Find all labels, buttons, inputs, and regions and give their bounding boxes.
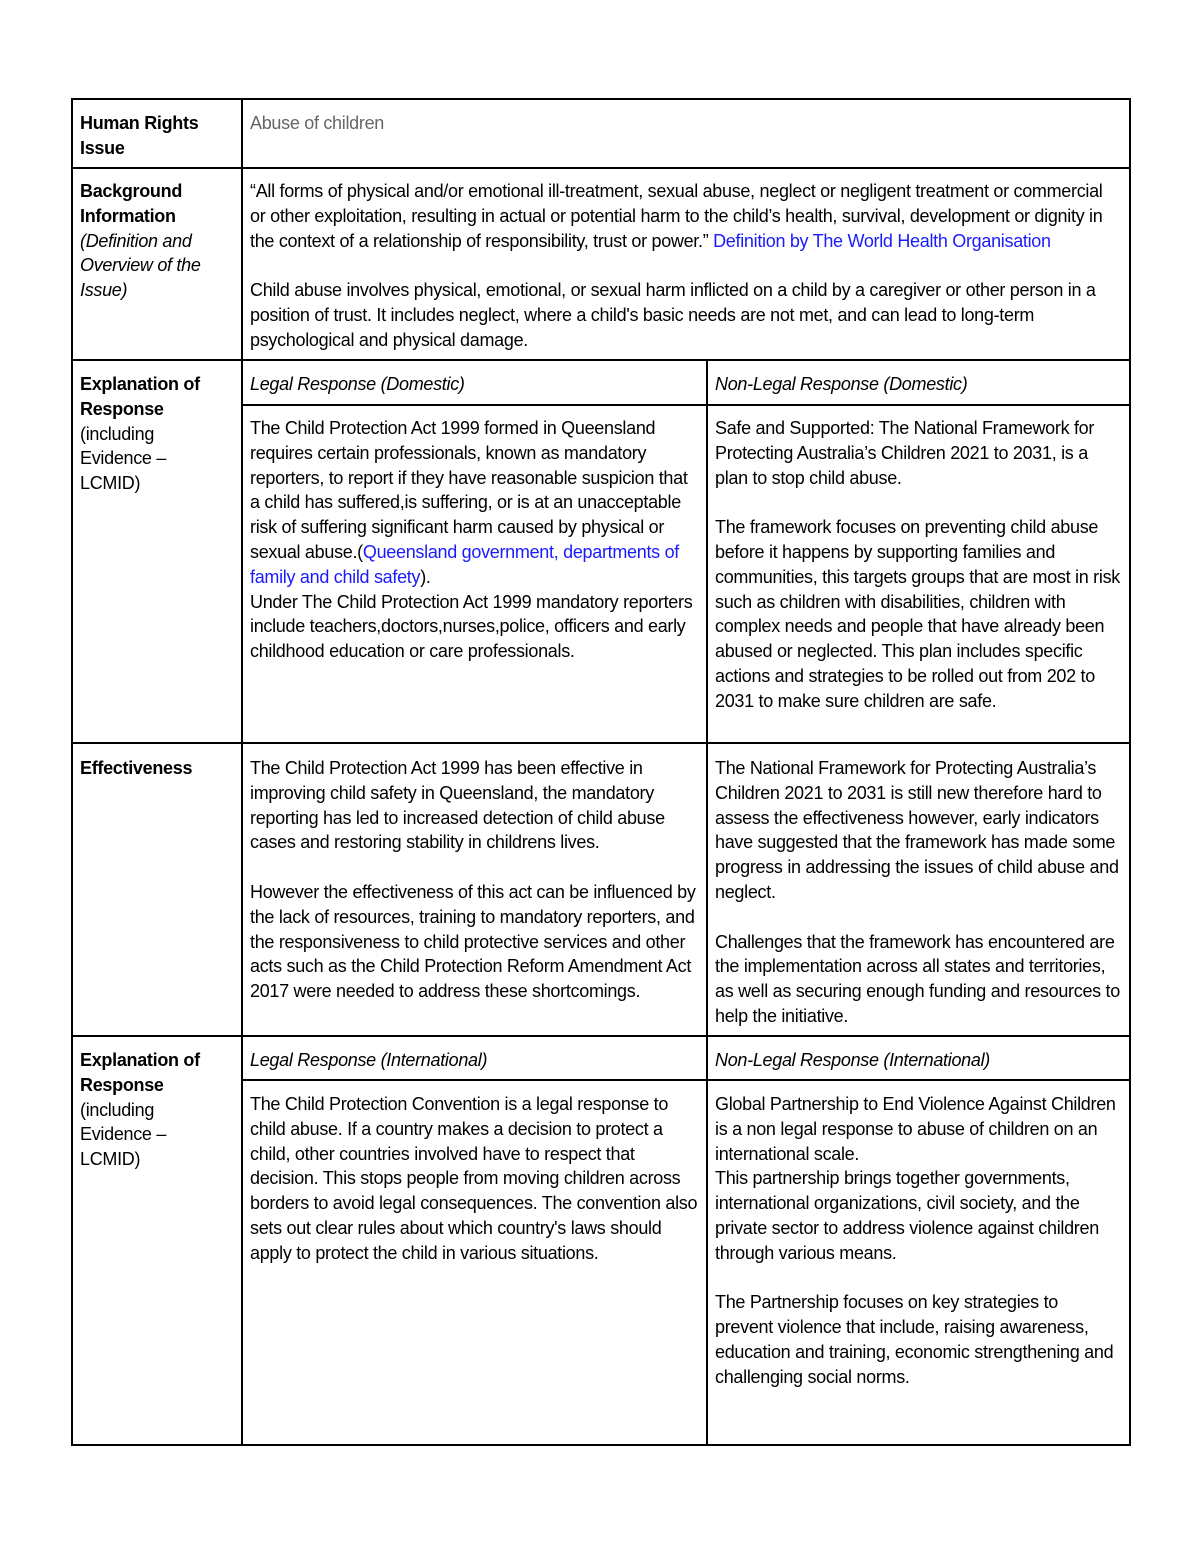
background-label-bold: Background Information [80,181,183,226]
legal-domestic-header: Legal Response (Domestic) [250,374,465,394]
legal-domestic-content [250,416,700,664]
legal-domestic-paragraph-1 [250,416,700,590]
explanation-label-rest: (including Evidence – LCMID) [80,423,167,494]
background-quote: “All forms of physical and/or emotional ill-treatment, sexual abuse, neglect or negligent treatment or commercial or other exploitation, resulting in actual or potential harm to the child’s health, survival, development or dignity in the context of a relationship of responsibility, trust or power.” [250,181,1103,251]
legal-domestic-paragraph-2: Under The Child Protection Act 1999 mandatory reporters include teachers,doctors,nurses,police, officers and early childhood education or care professionals. [250,591,693,662]
qld-government-link[interactable]: Queensland government, departments of family and child safety [250,541,679,587]
nonlegal-domestic-header: Non-Legal Response (Domestic) [715,374,968,394]
subheader-divider-row5 [241,1079,1131,1081]
nonlegal-international-header: Non-Legal Response (International) [715,1050,990,1070]
column-divider-middle-row3 [706,360,708,1036]
nonlegal-international-content [715,1092,1120,1390]
background-label-italic: (Definition and Overview of the Issue) [80,230,201,301]
who-definition-link[interactable]: Definition by The World Health Organisation [713,230,1051,251]
legal-international-paragraph-1: The Child Protection Convention is a legal response to child abuse. If a country makes a decision to protect a child, other countries involved have to respect that decision. This stops people from moving children across borders to avoid legal consequences. The convention also sets out clear rules about which country's laws should apply to protect the child in various situations. [250,1094,698,1263]
row-divider-2 [71,359,1131,361]
column-divider-middle-row5 [706,1036,708,1446]
legal-international-content [250,1092,700,1266]
explanation-intl-label-rest: (including Evidence – LCMID) [80,1099,167,1170]
nonlegal-domestic-paragraph-2: The framework focuses on preventing child abuse before it happens by supporting families and communities, this targets groups that are most in risk such as children with disabilities, children with complex needs and people that have already been abused or neglected. This plan includes specific actions and strategies to be rolled out from 202 to 2031 to make sure children are safe. [715,517,1120,711]
row-label-background [80,179,230,303]
row-divider-1 [71,167,1131,169]
legal-international-header: Legal Response (International) [250,1050,488,1070]
legal-domestic-text-end: ). [420,566,431,587]
explanation-intl-label-bold: Explanation of Response [80,1050,200,1095]
issue-value: Abuse of children [250,113,384,133]
background-quote-paragraph [250,179,1122,253]
row-label-explanation-domestic [80,372,230,496]
row-label-explanation-international [80,1048,230,1172]
nonlegal-effectiveness-paragraph-1: The National Framework for Protecting Australia’s Children 2021 to 2031 is still new therefore hard to assess the effectiveness however, early indicators have suggested that the framework has made some progress in addressing the issues of child abuse and neglect. [715,758,1119,902]
nonlegal-international-paragraph-2: The Partnership focuses on key strategies to prevent violence that include, raising awareness, education and training, economic strengthening and challenging social norms. [715,1292,1114,1387]
nonlegal-international-paragraph-1: Global Partnership to End Violence Against Children is a non legal response to abuse of children on an international scale. [715,1094,1116,1164]
background-content [250,179,1122,353]
nonlegal-domestic-content [715,416,1120,714]
nonlegal-international-paragraph-1b: This partnership brings together governments, international organizations, civil society, and the private sector to address violence against children through various means. [715,1168,1099,1263]
column-divider-label [241,98,243,1446]
row-label-human-rights-issue: Human Rights Issue [80,113,199,158]
row-divider-4 [71,1035,1131,1037]
row-divider-3 [71,742,1131,744]
nonlegal-domestic-paragraph-1: Safe and Supported: The National Framework for Protecting Australia’s Children 2021 to 2031, is a plan to stop child abuse. [715,418,1095,488]
nonlegal-effectiveness-content [715,756,1120,1029]
subheader-divider-row3 [241,404,1131,406]
background-paragraph-2: Child abuse involves physical, emotional, or sexual harm inflicted on a child by a caregiver or other person in a position of trust. It includes neglect, where a child's basic needs are not met, and can lead to long-term psychological and physical damage. [250,280,1096,350]
legal-effectiveness-paragraph-2: However the effectiveness of this act can be influenced by the lack of resources, training to mandatory reporters, and the responsiveness to child protective services and other acts such as the Child Protection Reform Amendment Act 2017 were needed to address these shortcomings. [250,881,696,1002]
legal-effectiveness-paragraph-1: The Child Protection Act 1999 has been effective in improving child safety in Queensland, the mandatory reporting has led to increased detection of child abuse cases and restoring stability in childrens lives. [250,758,665,853]
explanation-label-bold: Explanation of Response [80,374,200,419]
nonlegal-effectiveness-paragraph-2: Challenges that the framework has encountered are the implementation across all states and territories, as well as securing enough funding and resources to help the initiative. [715,931,1120,1026]
legal-domestic-text: The Child Protection Act 1999 formed in Queensland requires certain professionals, known as mandatory reporters, to report if they have reasonable suspicion that a child has suffered,is suffering, or is at an unacceptable risk of suffering significant harm caused by physical or sexual abuse.( [250,418,688,562]
row-label-effectiveness: Effectiveness [80,758,193,778]
legal-effectiveness-content [250,756,700,1004]
